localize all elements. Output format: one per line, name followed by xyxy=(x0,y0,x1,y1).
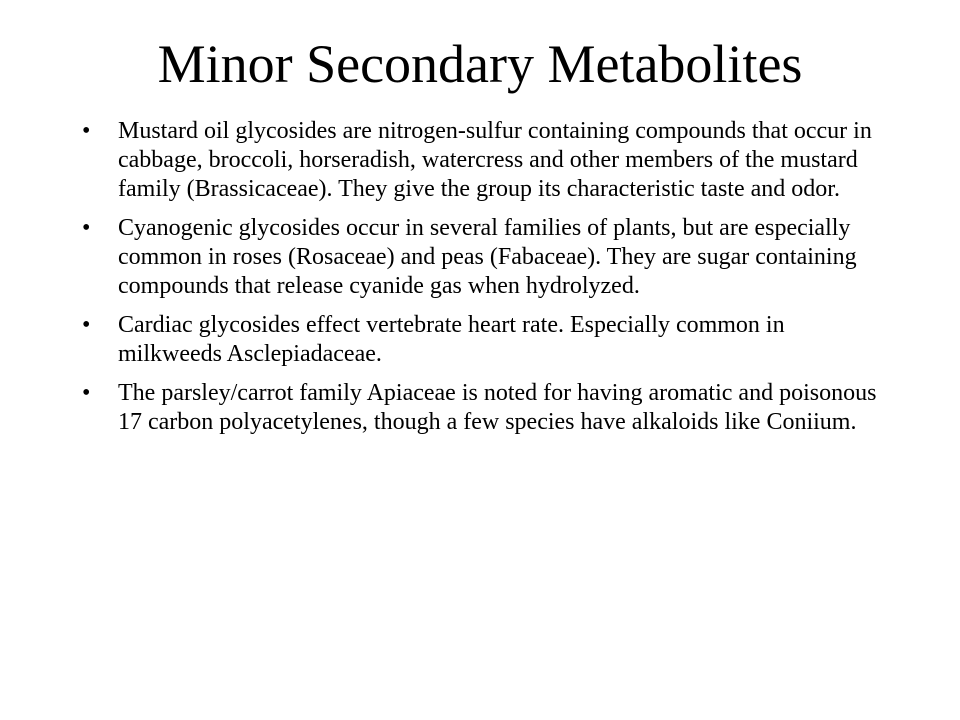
bullet-list xyxy=(80,117,890,447)
bullet-text: Cyanogenic glycosides occur in several families of plants, but are especially common in roses (Rosaceae) and peas (Fabaceae). They are sugar containing compounds that release cyanide gas when hydrolyzed. xyxy=(118,215,857,299)
bullet-icon: • xyxy=(82,380,91,406)
bullet-text: Mustard oil glycosides are nitrogen-sulfur containing compounds that occur in cabbage, broccoli, horseradish, watercress and other members of the mustard family (Brassicaceae). They give the group its characteristic taste and odor. xyxy=(118,118,872,202)
bullet-icon: • xyxy=(82,312,91,338)
bullet-item-cardiac xyxy=(80,311,890,369)
bullet-item-mustard-oil xyxy=(80,117,890,204)
bullet-icon: • xyxy=(82,215,91,241)
bullet-icon: • xyxy=(82,118,91,144)
bullet-text: The parsley/carrot family Apiaceae is noted for having aromatic and poisonous 17 carbon polyacetylenes, though a few species have alkaloids like Coniium. xyxy=(118,380,877,435)
bullet-item-cyanogenic xyxy=(80,214,890,301)
bullet-item-apiaceae xyxy=(80,379,890,437)
slide-title: Minor Secondary Metabolites xyxy=(157,34,803,94)
bullet-text: Cardiac glycosides effect vertebrate heart rate. Especially common in milkweeds Asclepiadaceae. xyxy=(118,312,785,367)
